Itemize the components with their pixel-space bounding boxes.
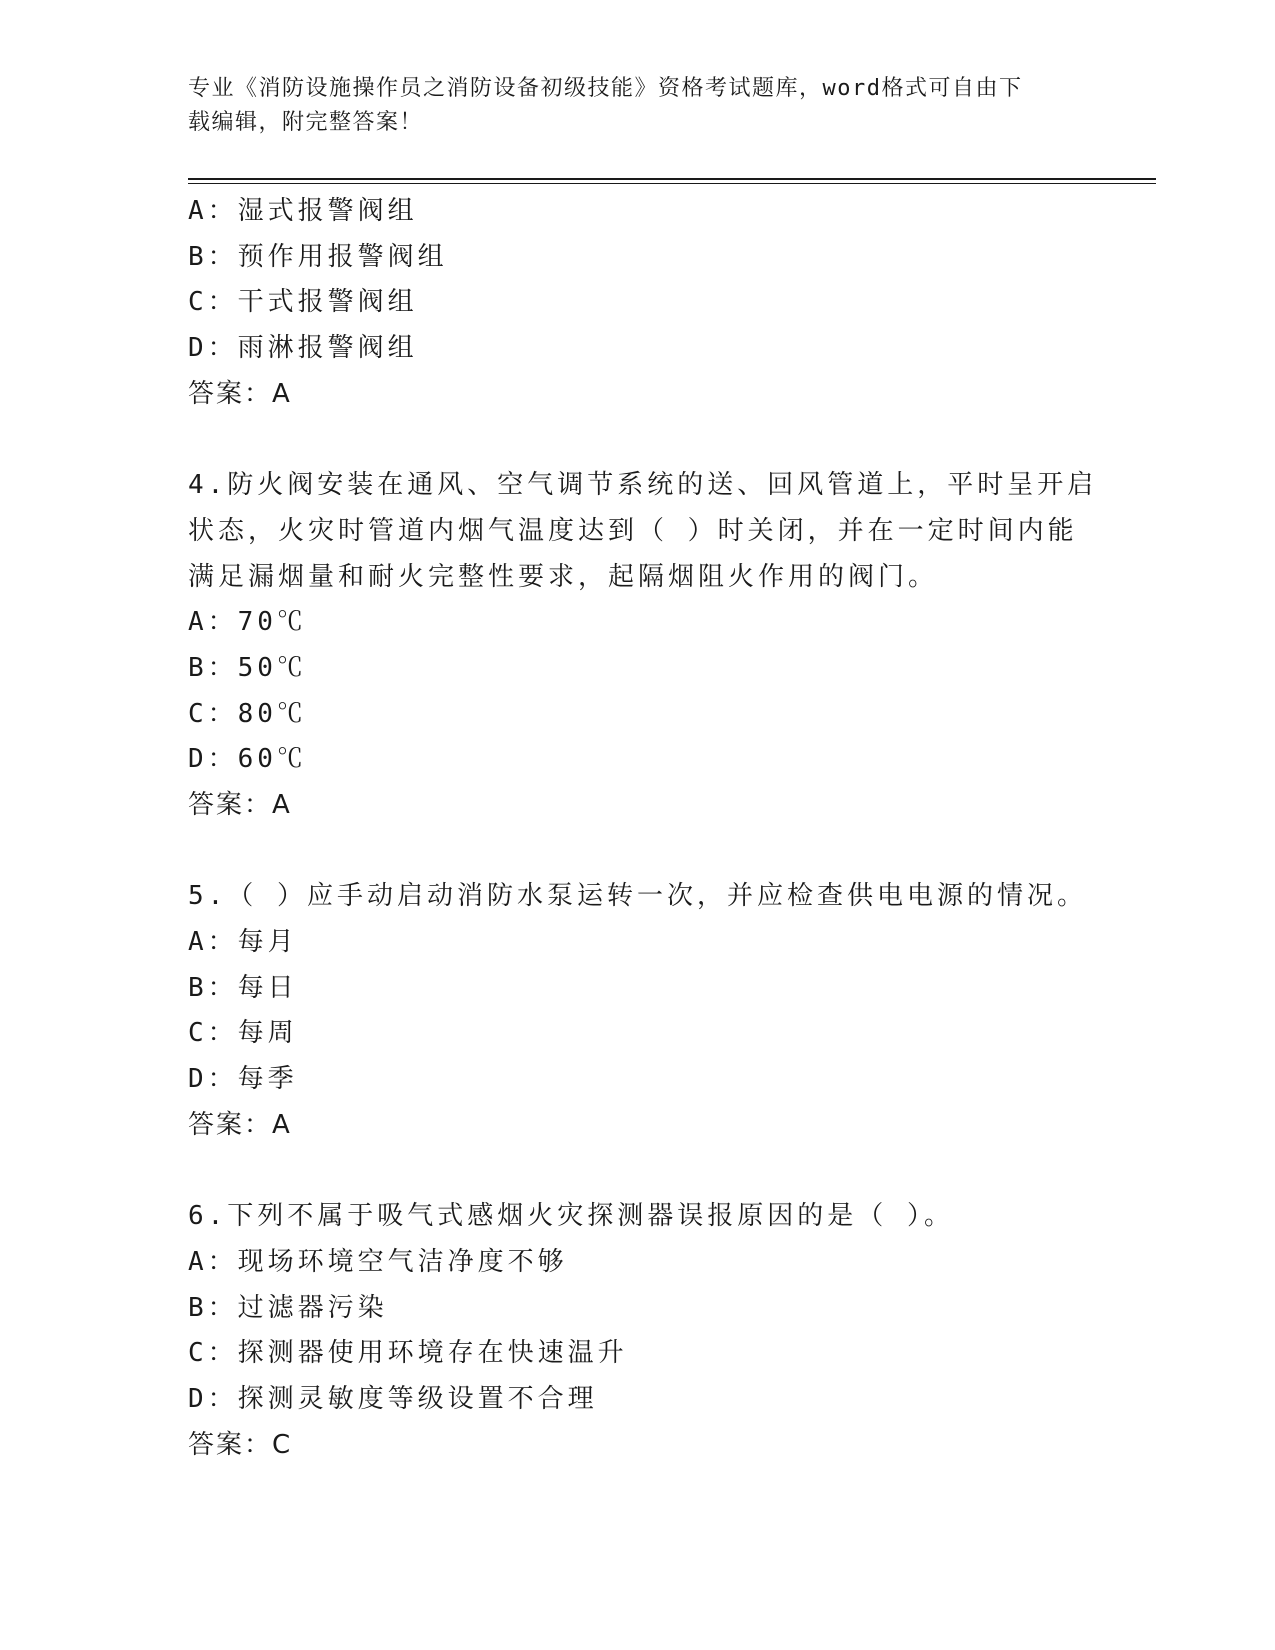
option-a: A：每月	[188, 927, 298, 957]
document-header	[188, 72, 1068, 140]
question-3	[188, 189, 1088, 417]
option-a: A：现场环境空气洁净度不够	[188, 1246, 568, 1277]
question-text-line-1: 6.下列不属于吸气式感烟火灾探测器误报原因的是（ ）。	[188, 1201, 954, 1232]
option-c: C：80℃	[188, 698, 307, 729]
question-text-line-1: 5.（ ）应手动启动消防水泵运转一次，并应检查供电电源的情况。	[188, 881, 1087, 912]
spacer	[188, 417, 1088, 463]
option-d: D：每季	[188, 1064, 298, 1095]
option-c: C：探测器使用环境存在快速温升	[188, 1338, 628, 1369]
header-divider-thin	[188, 183, 1156, 184]
option-b: B：50℃	[188, 652, 307, 683]
option-d: D：探测灵敏度等级设置不合理	[188, 1383, 598, 1414]
answer: 答案：A	[188, 378, 292, 409]
question-list	[188, 189, 1098, 1468]
header-line-2: 载编辑，附完整答案！	[188, 110, 424, 135]
option-d: D：雨淋报警阀组	[188, 333, 418, 364]
option-c: C：每周	[188, 1018, 298, 1049]
option-b: B：过滤器污染	[188, 1292, 388, 1323]
option-a: A：湿式报警阀组	[188, 196, 418, 226]
option-d: D：60℃	[188, 744, 307, 775]
spacer	[188, 829, 1088, 875]
option-b: B：每日	[188, 972, 298, 1003]
question-4	[188, 463, 1098, 829]
answer: 答案：A	[188, 1109, 292, 1140]
header-divider-thick	[188, 178, 1156, 180]
option-b: B：预作用报警阀组	[188, 241, 448, 272]
answer: 答案：A	[188, 789, 292, 820]
question-text-line-1: 4.防火阀安装在通风、空气调节系统的送、回风管道上，平时呈开启	[188, 470, 1098, 501]
question-text-line-3: 满足漏烟量和耐火完整性要求，起隔烟阻火作用的阀门。	[188, 561, 939, 592]
question-6	[188, 1194, 1088, 1468]
question-text-line-2: 状态，火灾时管道内烟气温度达到（ ）时关闭，并在一定时间内能	[188, 515, 1078, 546]
answer: 答案：C	[188, 1429, 293, 1460]
spacer	[188, 1148, 1088, 1194]
option-c: C：干式报警阀组	[188, 287, 418, 318]
question-5	[188, 874, 1088, 1148]
option-a: A：70℃	[188, 607, 307, 638]
header-line-1: 专业《消防设施操作员之消防设备初级技能》资格考试题库，word格式可自由下	[188, 76, 1023, 101]
